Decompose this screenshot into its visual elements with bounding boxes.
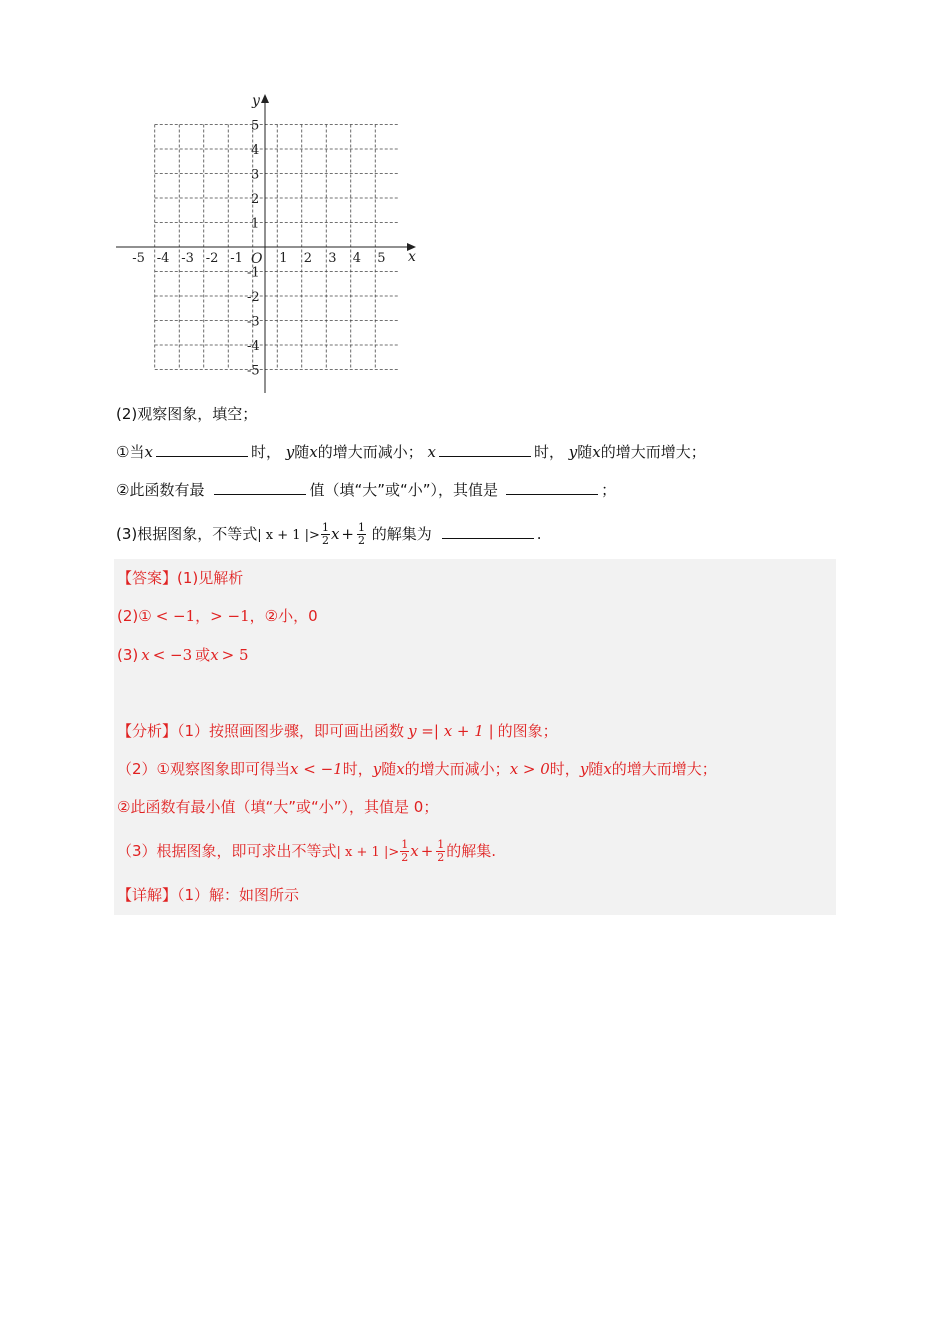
y-axis-arrow — [261, 94, 269, 103]
detail-bracket: 【详解】 — [117, 886, 178, 904]
y-tick-label: -5 — [247, 363, 260, 379]
text: (3)根据图象，不等式 — [116, 525, 258, 543]
var-x: x — [309, 443, 318, 461]
math-expression: x < −1 — [290, 760, 343, 778]
text: (2) — [117, 607, 139, 625]
var-x: x — [592, 443, 601, 461]
answer-blank-5[interactable] — [442, 524, 534, 539]
x-axis-label: x — [408, 249, 416, 265]
var-x: x — [396, 760, 405, 778]
math-expression: y =| x + 1 | — [408, 722, 494, 740]
y-axis-label: y — [252, 93, 260, 109]
circled-number: ① — [116, 443, 130, 461]
question2-line2 — [116, 479, 616, 501]
text: 时， — [250, 443, 281, 461]
tick-labels — [132, 119, 385, 379]
coordinate-grid — [110, 90, 420, 400]
fraction-half: $\frac{1}{2}$ — [437, 838, 445, 864]
y-tick-label: -2 — [247, 290, 260, 305]
answer-blank-1[interactable] — [156, 442, 248, 457]
x-tick-label: 3 — [328, 251, 337, 266]
text: . — [536, 525, 542, 543]
text: 值（填“大”或“小”），其值是 — [309, 481, 499, 499]
text: ， — [249, 607, 265, 625]
text: 的增大而减小； — [317, 443, 423, 461]
answer-blank-4[interactable] — [506, 480, 598, 495]
x-tick-label: -2 — [205, 251, 219, 266]
question2-heading: (2)观察图象，填空； — [116, 405, 258, 423]
text: 的解集. — [446, 842, 497, 860]
text: 的图象； — [497, 722, 558, 740]
fraction-half: $\frac{1}{2}$ — [321, 521, 329, 547]
text: 小，0 — [278, 607, 318, 625]
y-tick-label: -1 — [247, 265, 260, 281]
axes — [116, 94, 416, 393]
var-x: x — [410, 842, 419, 860]
x-tick-label: 1 — [279, 251, 288, 266]
answer-box — [114, 559, 836, 915]
var-x: x — [210, 646, 219, 664]
text: 的解集为 — [371, 525, 432, 543]
y-tick-label: 3 — [251, 167, 260, 183]
text: 或 — [195, 646, 211, 664]
text: 的增大而减小； — [404, 760, 510, 778]
answer-line2 — [117, 605, 318, 627]
text: 的增大而增大； — [600, 443, 706, 461]
x-tick-label: 5 — [377, 251, 386, 266]
abs-expression: | x + 1 |> — [257, 528, 320, 543]
math-expression: < −1 — [155, 607, 196, 625]
var-y: y — [372, 760, 382, 778]
y-tick-label: -4 — [247, 339, 260, 354]
text: 随 — [294, 443, 310, 461]
text: ， — [195, 607, 211, 625]
answer-blank-2[interactable] — [439, 442, 531, 457]
var-x: x — [603, 760, 612, 778]
fraction-half: $\frac{1}{2}$ — [357, 521, 365, 547]
x-tick-label: -4 — [156, 251, 170, 266]
text: ； — [601, 481, 617, 499]
text: 随 — [588, 760, 604, 778]
abs-expression: | x + 1 |> — [336, 845, 400, 860]
x-tick-label: -1 — [230, 251, 243, 266]
text: 时， — [533, 443, 564, 461]
math-expression: < −3 — [152, 646, 193, 664]
var-x: x — [427, 443, 436, 461]
answer-line3 — [117, 644, 249, 666]
text: （1）按照画图步骤，即可画出函数 — [177, 722, 405, 740]
analysis-line3: ②此函数有最小值（填“大”或“小”），其值是 0； — [117, 798, 439, 816]
math-expression: > 5 — [221, 646, 249, 664]
text: 时， — [342, 760, 373, 778]
question2-line1 — [116, 441, 706, 463]
math-expression: x > 0 — [509, 760, 550, 778]
analysis-line1 — [117, 720, 558, 742]
text: （3）根据图象，即可求出不等式 — [117, 842, 337, 860]
x-tick-label: -3 — [181, 251, 194, 266]
text: (3) — [117, 646, 139, 664]
circled-number: ② — [264, 607, 279, 625]
analysis-line2 — [117, 758, 717, 780]
text: 当 — [129, 443, 145, 461]
circled-number: ② — [116, 481, 130, 499]
x-tick-label: -5 — [132, 251, 145, 266]
math-expression: > −1 — [210, 607, 250, 625]
answer-line1 — [117, 567, 243, 589]
text: 此函数有最 — [129, 481, 205, 499]
x-tick-label: 4 — [352, 251, 362, 266]
fraction-half: $\frac{1}{2}$ — [401, 838, 409, 864]
answer-blank-3[interactable] — [214, 480, 306, 495]
origin-label: O — [251, 251, 263, 267]
var-x: x — [141, 646, 150, 664]
x-tick-label: 2 — [303, 251, 313, 266]
detail-line — [117, 884, 299, 906]
text: (1)见解析 — [177, 569, 244, 587]
y-tick-label: 4 — [251, 143, 260, 158]
plus-sign: + — [420, 842, 434, 860]
text: 的增大而增大； — [611, 760, 717, 778]
var-y: y — [579, 760, 589, 778]
text: 时， — [549, 760, 580, 778]
y-tick-label: 1 — [251, 216, 260, 232]
text: 随 — [577, 443, 593, 461]
y-tick-label: -3 — [247, 314, 260, 330]
y-tick-label: 2 — [251, 192, 260, 207]
y-tick-label: 5 — [251, 118, 260, 134]
text: （2）①观察图象即可得当 — [117, 760, 290, 778]
text: （1）解：如图所示 — [177, 886, 300, 904]
var-y: y — [285, 443, 295, 461]
question3 — [116, 522, 542, 547]
analysis-line4 — [117, 839, 496, 864]
plus-sign: + — [341, 525, 354, 543]
var-x: x — [144, 443, 153, 461]
var-y: y — [568, 443, 578, 461]
var-x: x — [330, 525, 340, 543]
answer-bracket: 【答案】 — [117, 569, 178, 587]
text: 随 — [381, 760, 397, 778]
circled-number: ① — [138, 607, 152, 625]
analysis-bracket: 【分析】 — [117, 722, 178, 740]
